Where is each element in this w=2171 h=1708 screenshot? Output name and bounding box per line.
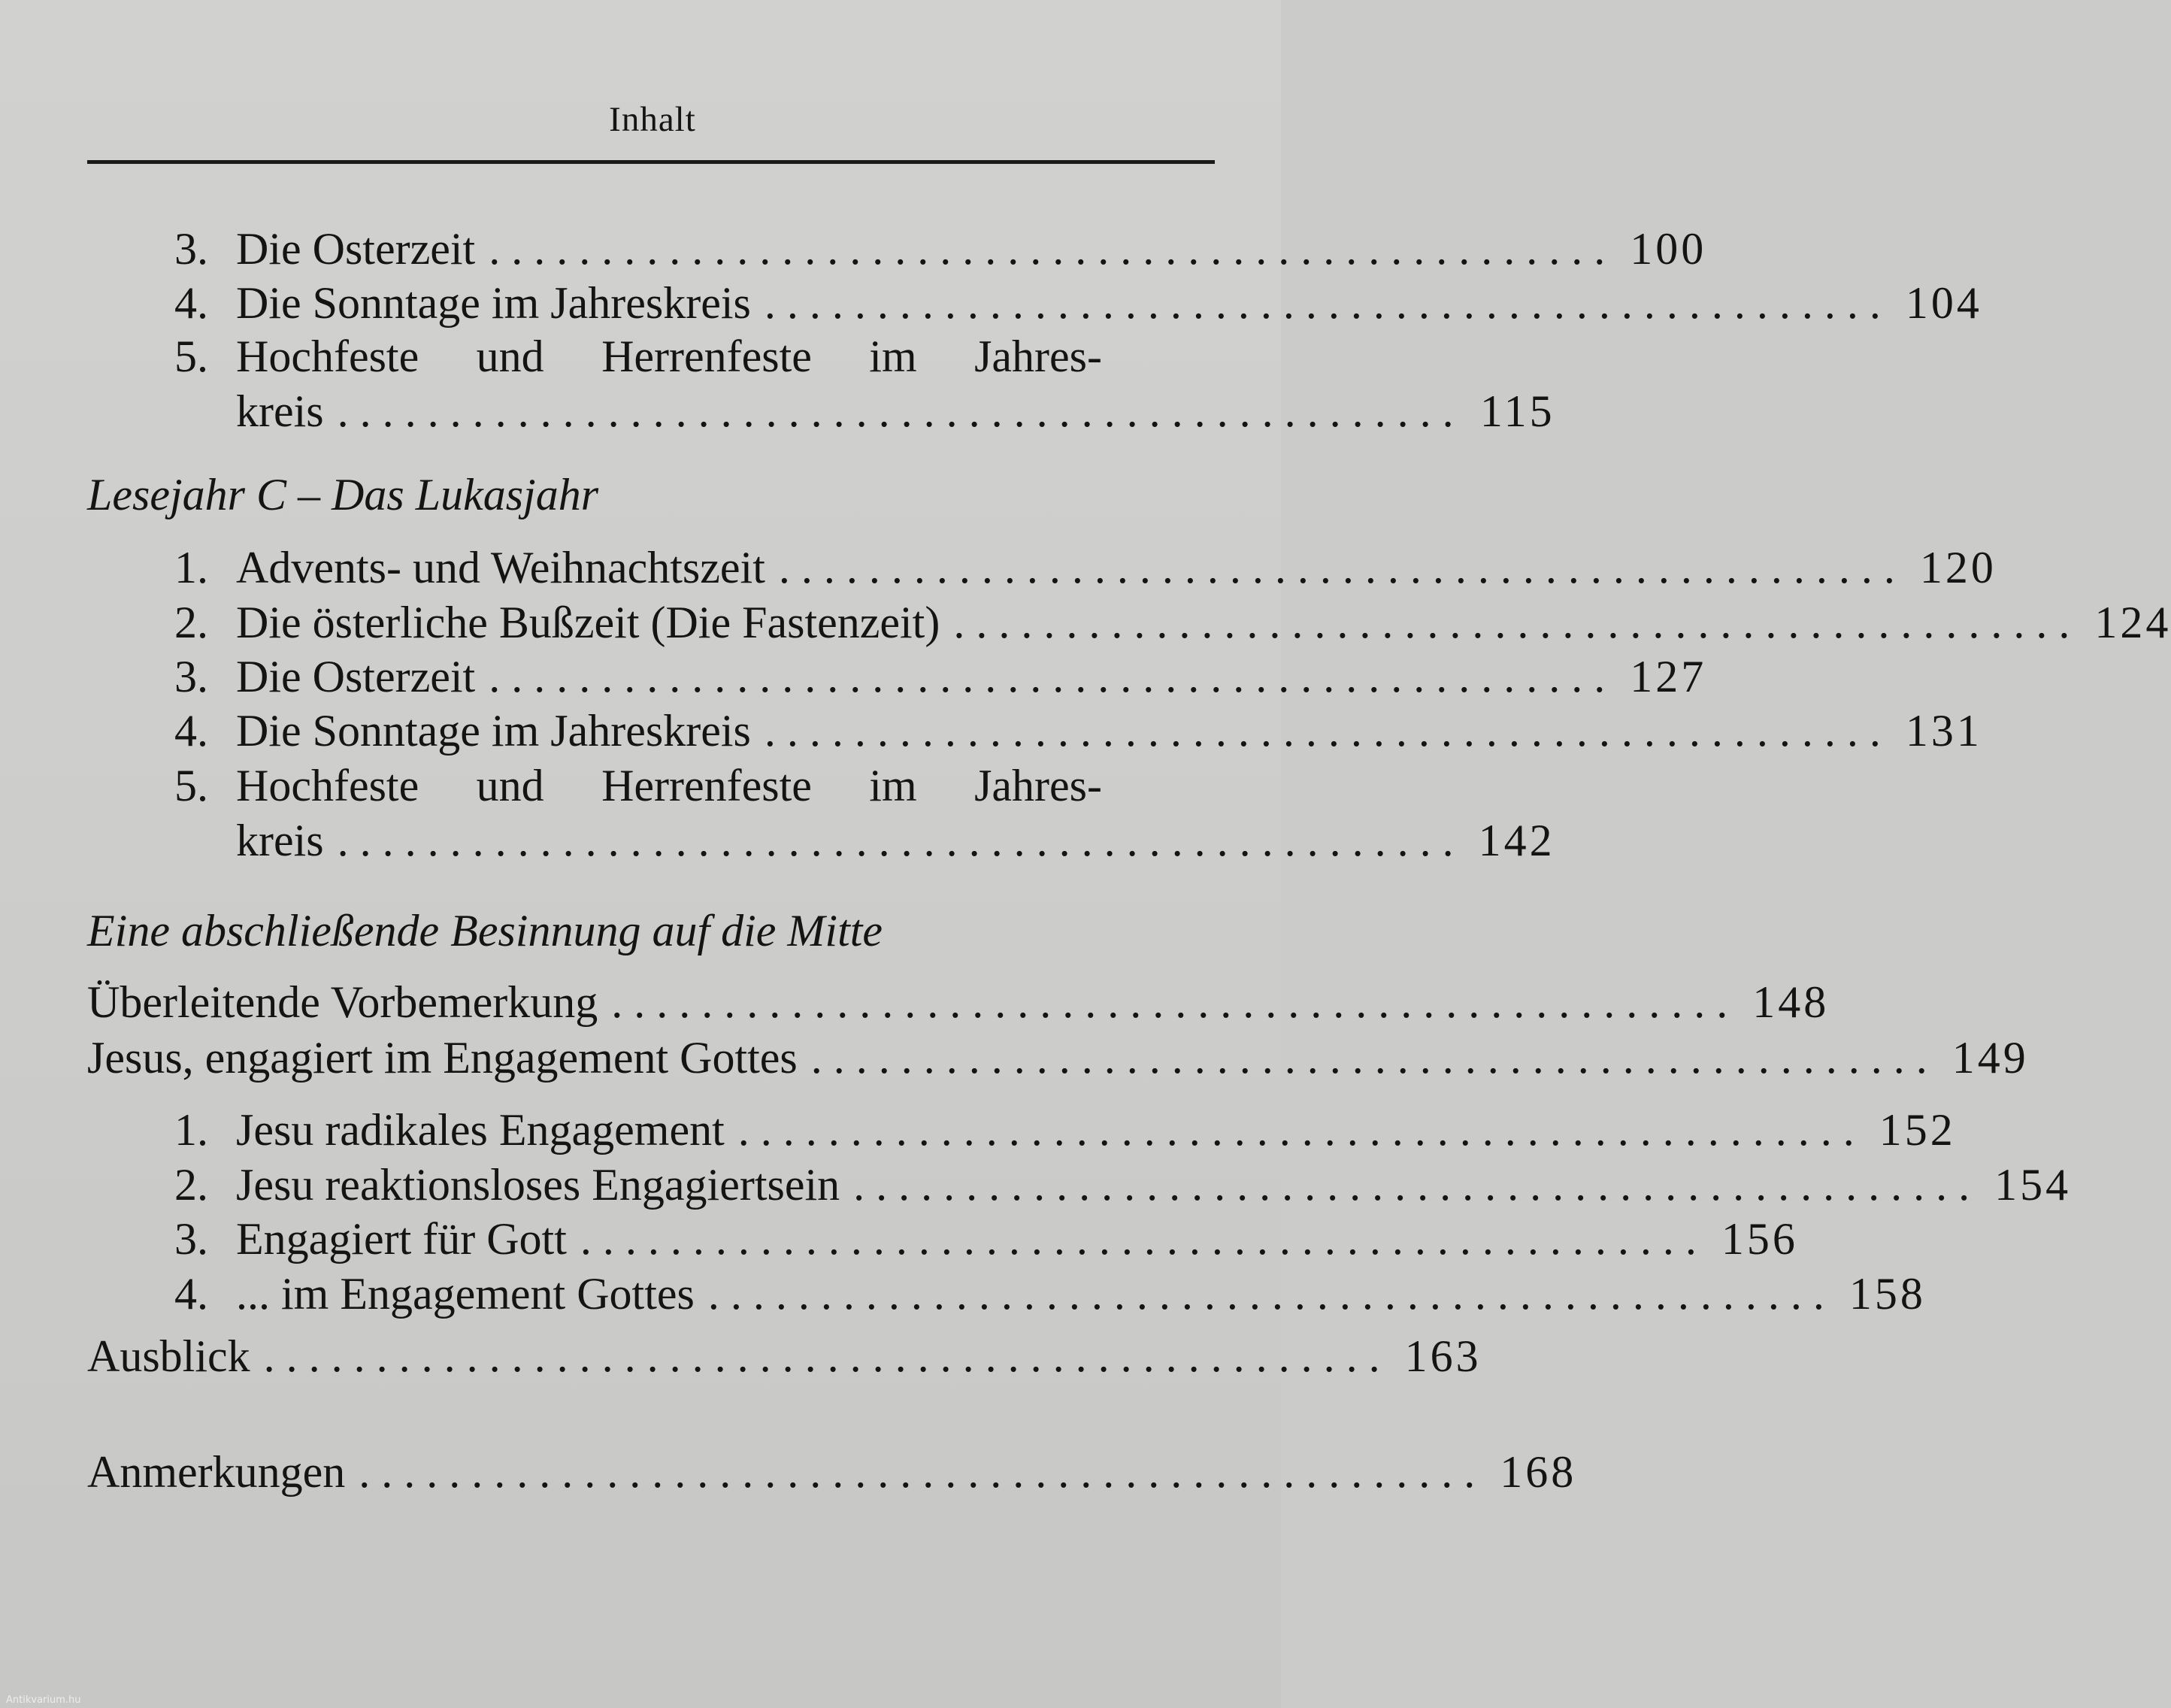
- toc-entry-number: 2.: [174, 598, 208, 647]
- toc-entry-number: 4.: [174, 278, 208, 328]
- toc-entry: [87, 974, 1830, 1030]
- toc-entry-number: 3.: [174, 224, 208, 274]
- leader-dots: ..................................................: [764, 706, 1892, 756]
- toc-entry-label: Engagiert für Gott: [236, 1214, 567, 1264]
- leader-dots: ..................................................: [263, 1331, 1391, 1381]
- toc-entry: [174, 649, 1707, 704]
- page-header-title: Inhalt: [609, 100, 696, 139]
- watermark: Antikvarium.hu: [6, 1694, 81, 1706]
- leader-dots: ..................................................: [611, 977, 1740, 1027]
- toc-entry-page: 149: [1951, 1033, 2029, 1083]
- toc-entry-page: 168: [1500, 1447, 1577, 1497]
- leader-dots: ..................................................: [489, 652, 1617, 701]
- toc-entry-page: 163: [1404, 1331, 1482, 1381]
- toc-entry-page: 156: [1721, 1214, 1798, 1264]
- toc-entry: [174, 221, 1707, 277]
- toc-entry-label: kreis: [236, 386, 324, 436]
- toc-entry-label: Hochfeste und Herrenfeste im Jahres-: [236, 332, 1102, 381]
- toc-entry-label: Jesu radikales Engagement: [236, 1105, 725, 1155]
- toc-entry: [87, 1030, 2029, 1086]
- toc-entry-page: 120: [1919, 543, 1997, 592]
- toc-entry-page: 115: [1479, 386, 1555, 436]
- leader-dots: ..................................................: [580, 1214, 1708, 1264]
- toc-entry: [174, 275, 1982, 331]
- toc-entry: [174, 1266, 1926, 1322]
- toc-entry: [174, 1102, 1956, 1158]
- toc-entry-label: kreis: [236, 816, 324, 865]
- header-rule: [87, 160, 1215, 164]
- toc-entry: [174, 1211, 1798, 1267]
- leader-dots: ..................................................: [337, 386, 1465, 436]
- toc-entry-number: 5.: [174, 761, 208, 810]
- toc-entry-continuation: [236, 813, 1555, 868]
- leader-dots: ..................................................: [489, 224, 1617, 274]
- toc-entry-label: Hochfeste und Herrenfeste im Jahres-: [236, 761, 1102, 810]
- toc-entry-page: 142: [1478, 816, 1555, 865]
- toc-entry: [174, 703, 1982, 759]
- toc-entry-label: Anmerkungen: [87, 1447, 346, 1497]
- section-title: Eine abschließende Besinnung auf die Mitte: [87, 906, 883, 955]
- toc-entry-label: Die österliche Bußzeit (Die Fastenzeit): [236, 598, 940, 647]
- toc-entry-label: Jesu reaktionsloses Engagiertsein: [236, 1160, 840, 1210]
- leader-dots: ..................................................: [778, 543, 1906, 592]
- toc-entry-label: Überleitende Vorbemerkung: [87, 977, 598, 1027]
- section-title: Lesejahr C – Das Lukasjahr: [87, 470, 599, 519]
- toc-entry-label: Die Sonntage im Jahreskreis: [236, 706, 751, 756]
- toc-entry-label: ... im Engagement Gottes: [236, 1269, 695, 1319]
- toc-entry: [174, 1157, 2072, 1213]
- leader-dots: ..................................................: [953, 598, 2082, 647]
- toc-entry-number: 3.: [174, 1214, 208, 1264]
- toc-entry-continuation: [236, 383, 1555, 439]
- toc-entry: [174, 329, 1215, 384]
- toc-entry-number: 3.: [174, 652, 208, 701]
- toc-entry-number: 2.: [174, 1160, 208, 1210]
- toc-entry: [87, 1328, 1482, 1384]
- toc-entry-page: 131: [1905, 706, 1982, 756]
- toc-entry-label: Ausblick: [87, 1331, 250, 1381]
- toc-entry-label: Die Osterzeit: [236, 652, 476, 701]
- leader-dots: ..................................................: [764, 278, 1892, 328]
- toc-entry-page: 158: [1849, 1269, 1926, 1319]
- leader-dots: ..................................................: [707, 1269, 1836, 1319]
- toc-entry: [174, 595, 2171, 650]
- toc-entry-page: 127: [1630, 652, 1707, 701]
- toc-entry-page: 154: [1994, 1160, 2072, 1210]
- toc-entry-page: 152: [1879, 1105, 1956, 1155]
- toc-entry-label: Advents- und Weihnachtszeit: [236, 543, 765, 592]
- toc-entry: [174, 758, 1215, 813]
- toc-entry-label: Jesus, engagiert im Engagement Gottes: [87, 1033, 798, 1083]
- toc-entry-number: 5.: [174, 332, 208, 381]
- leader-dots: ..................................................: [853, 1160, 1982, 1210]
- leader-dots: ..................................................: [737, 1105, 1866, 1155]
- toc-entry: [87, 1444, 1577, 1500]
- toc-entry-number: 1.: [174, 1105, 208, 1155]
- leader-dots: ..................................................: [810, 1033, 1939, 1083]
- toc-entry-label: Die Sonntage im Jahreskreis: [236, 278, 751, 328]
- toc-entry-page: 100: [1630, 224, 1707, 274]
- toc-entry-number: 1.: [174, 543, 208, 592]
- toc-entry: [174, 540, 1997, 595]
- toc-entry-page: 124: [2094, 598, 2171, 647]
- toc-entry-number: 4.: [174, 1269, 208, 1319]
- toc-entry-page: 148: [1752, 977, 1830, 1027]
- leader-dots: ..................................................: [359, 1447, 1487, 1497]
- toc-entry-page: 104: [1905, 278, 1982, 328]
- toc-entry-number: 4.: [174, 706, 208, 756]
- leader-dots: ..................................................: [337, 816, 1465, 865]
- toc-entry-label: Die Osterzeit: [236, 224, 476, 274]
